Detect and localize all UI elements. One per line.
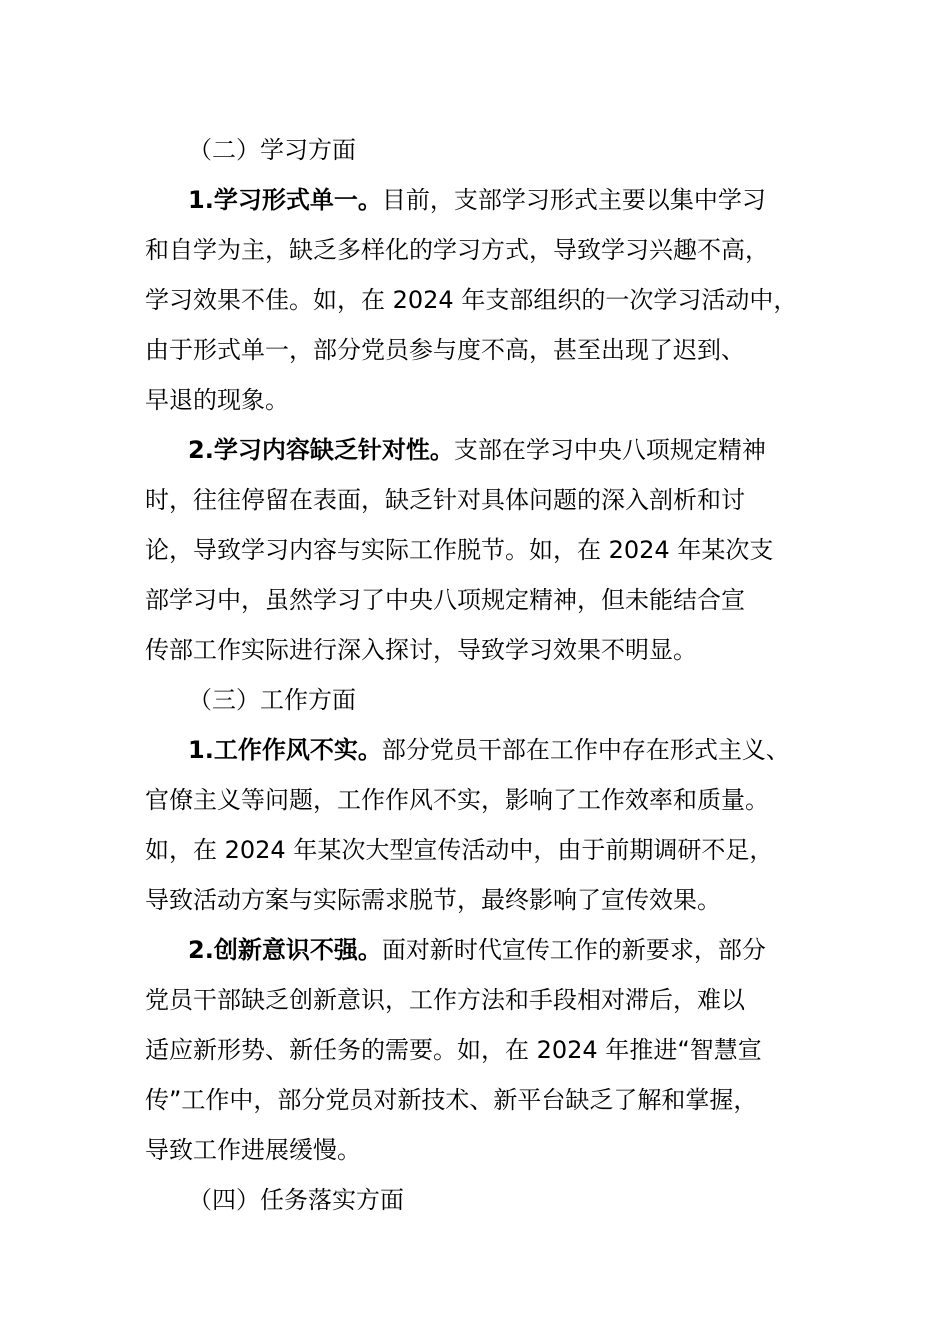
paragraph-line: 论，导致学习内容与实际工作脱节。如，在 2024 年某次支 [145, 536, 774, 564]
item-title: 2.创新意识不强。 [188, 936, 382, 964]
paragraph-line: 部学习中，虽然学习了中央八项规定精神，但未能结合宣 [145, 586, 745, 614]
section-heading: （三）工作方面 [188, 686, 356, 714]
paragraph-line: 导致工作进展缓慢。 [145, 1136, 361, 1164]
paragraph-text: 面对新时代宣传工作的新要求，部分 [381, 936, 766, 964]
paragraph-first-line [145, 925, 835, 975]
paragraph-line: 学习效果不佳。如，在 2024 年支部组织的一次学习活动中， [145, 286, 798, 314]
item-title: 2.学习内容缺乏针对性。 [188, 436, 454, 464]
paragraph-first-line [145, 725, 835, 775]
paragraph-line: 时，往往停留在表面，缺乏针对具体问题的深入剖析和讨 [145, 486, 745, 514]
paragraph-line: 适应新形势、新任务的需要。如，在 2024 年推进“智慧宣 [145, 1036, 762, 1064]
section-block-study [145, 125, 835, 1225]
paragraph-text: 支部在学习中央八项规定精神 [453, 436, 766, 464]
paragraph-first-line [145, 425, 835, 475]
paragraph-line: 传”工作中，部分党员对新技术、新平台缺乏了解和掌握， [145, 1086, 758, 1114]
paragraph-line: 党员干部缺乏创新意识，工作方法和手段相对滞后，难以 [145, 986, 745, 1014]
section-heading: （二）学习方面 [188, 136, 356, 164]
paragraph-line: 官僚主义等问题，工作作风不实，影响了工作效率和质量。 [145, 786, 769, 814]
paragraph-first-line [145, 175, 835, 225]
paragraph-text: 目前，支部学习形式主要以集中学习 [381, 186, 766, 214]
paragraph-line: 如，在 2024 年某次大型宣传活动中，由于前期调研不足， [145, 836, 774, 864]
paragraph-line: 早退的现象。 [145, 386, 289, 414]
paragraph-line: 传部工作实际进行深入探讨，导致学习效果不明显。 [145, 636, 697, 664]
paragraph-line: 由于形式单一，部分党员参与度不高，甚至出现了迟到、 [145, 336, 745, 364]
paragraph-line: 和自学为主，缺乏多样化的学习方式，导致学习兴趣不高， [145, 236, 769, 264]
item-title: 1.学习形式单一。 [188, 186, 382, 214]
section-heading: （四）任务落实方面 [188, 1186, 404, 1214]
paragraph-line: 导致活动方案与实际需求脱节，最终影响了宣传效果。 [145, 886, 721, 914]
paragraph-text: 部分党员干部在工作中存在形式主义、 [381, 736, 790, 764]
item-title: 1.工作作风不实。 [188, 736, 382, 764]
